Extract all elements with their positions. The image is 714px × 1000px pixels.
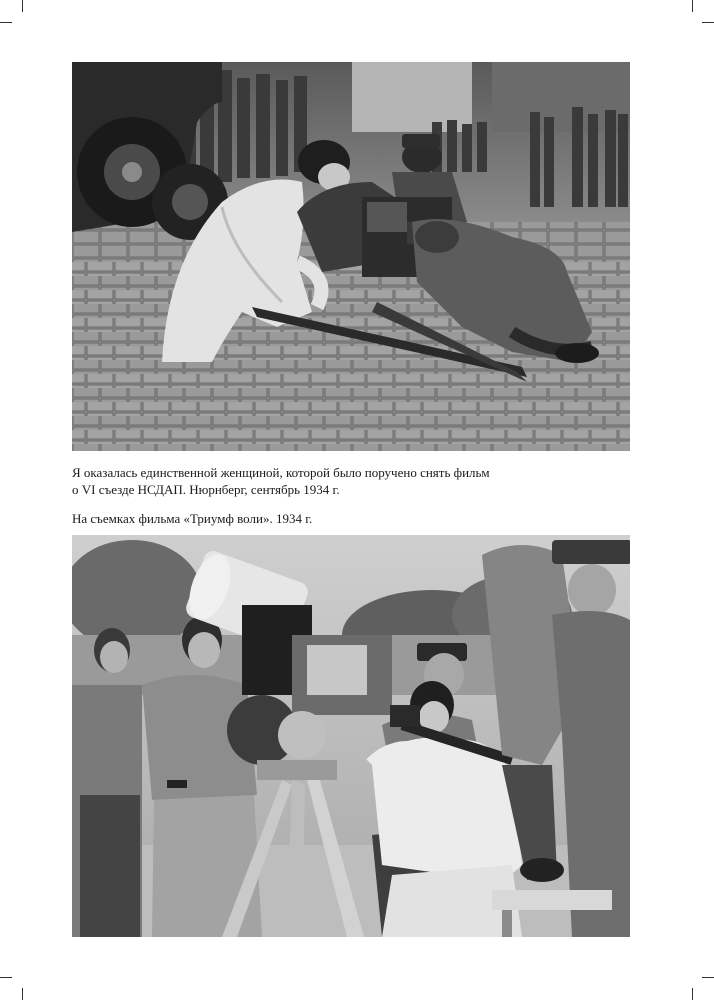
photo-caption-top [72,464,632,498]
crop-mark [0,22,12,23]
crop-mark [702,977,714,978]
photo-caption-bottom: На съемках фильма «Триумф воли». 1934 г. [72,511,313,526]
crop-mark [22,0,23,12]
photo-triumph-of-the-will-set [72,535,630,937]
photo-filming-on-cobblestones [72,62,630,451]
crop-mark [692,0,693,12]
caption-line: Я оказалась единственной женщиной, которой было поручено снять фильм [72,465,490,480]
caption-line: о VI съезде НСДАП. Нюрнберг, сентябрь 1934 г. [72,482,340,497]
crop-mark [0,977,12,978]
crop-mark [692,988,693,1000]
crop-mark [702,22,714,23]
crop-mark [22,988,23,1000]
